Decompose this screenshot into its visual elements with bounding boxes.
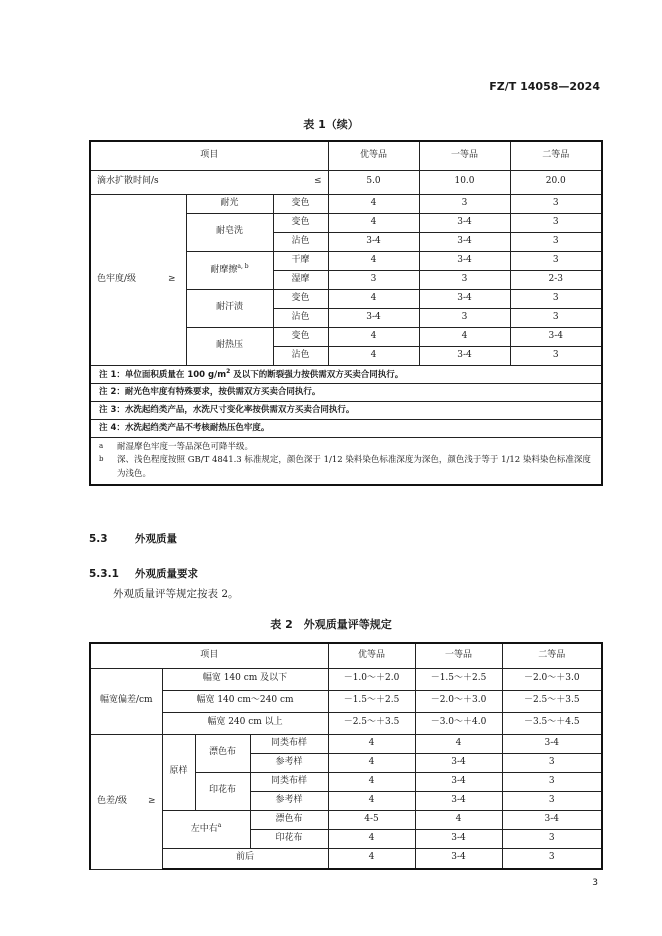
lmr-label-cell (162, 810, 250, 848)
sub-name: 幅宽 140 cm 及以下 (162, 668, 328, 690)
footnotes (90, 437, 602, 485)
value-cell: 3 (510, 194, 602, 213)
sub-name: 参考样 (250, 753, 328, 772)
value-cell: 4 (328, 848, 415, 869)
value-cell: 3 (502, 829, 602, 848)
section-5-3-1-heading (89, 566, 198, 581)
section-title: 外观质量 (135, 533, 177, 545)
footnote-row (90, 437, 602, 485)
table2-caption: 表 2 外观质量评等规定 (270, 618, 392, 631)
value-cell: 4 (328, 772, 415, 791)
sub-name: 幅宽 140 cm～240 cm (162, 690, 328, 712)
color-fastness-label: 色牢度/级 (97, 273, 137, 284)
table1-header-grade: 一等品 (419, 141, 510, 170)
sub-name: 变色 (273, 289, 328, 308)
value-cell: 4 (328, 213, 419, 232)
table2-header-grade: 优等品 (328, 643, 415, 668)
table-row (90, 848, 602, 869)
value-cell: 3 (502, 772, 602, 791)
value-cell: －3.5～＋4.5 (502, 712, 602, 734)
color-fastness-op: ≥ (167, 273, 176, 284)
drip-label: 滴水扩散时间/s (97, 176, 159, 187)
value-cell: －2.0～＋3.0 (415, 690, 502, 712)
table2-header-grade: 二等品 (502, 643, 602, 668)
value-cell: 3-4 (510, 327, 602, 346)
table1-caption: 表 1（续） (303, 118, 359, 131)
footnote-mark: a (99, 441, 104, 450)
table2-header-grade: 一等品 (415, 643, 502, 668)
footnote-mark: b (99, 455, 104, 464)
table-row (90, 690, 602, 712)
table1-header-grade: 优等品 (328, 141, 419, 170)
group-name: 耐皂洗 (186, 213, 273, 251)
color-diff-label: 色差/级 (97, 795, 128, 806)
value-cell: 2-3 (510, 270, 602, 289)
value-cell: 3-4 (419, 251, 510, 270)
sub-name: 湿摩 (273, 270, 328, 289)
note-1-suffix: 及以下的断裂强力按供需双方买卖合同执行。 (230, 369, 404, 380)
note-4: 注 4：水洗起绉类产品不考核耐热压色牢度。 (90, 419, 602, 437)
table-row (90, 194, 602, 213)
section-5-3-heading (89, 531, 177, 546)
value-cell: 3 (510, 232, 602, 251)
note-2: 注 2：耐光色牢度有特殊要求，按供需双方买卖合同执行。 (90, 383, 602, 401)
section-number: 5.3 (89, 533, 108, 545)
original-label: 原样 (162, 734, 195, 810)
value-cell: 4 (328, 791, 415, 810)
drip-op: ≤ (313, 176, 322, 187)
section-title: 外观质量要求 (135, 568, 198, 580)
footnote-text: 耐湿摩色牢度一等品深色可降半级。 (117, 441, 254, 452)
value-cell: 4 (328, 289, 419, 308)
group-name: 漂色布 (195, 734, 250, 772)
value-cell: 20.0 (510, 170, 602, 194)
table1-drip-row (90, 170, 602, 194)
table-row (90, 734, 602, 753)
note-row (90, 419, 602, 437)
sub-name: 参考样 (250, 791, 328, 810)
standard-code: FZ/T 14058—2024 (489, 80, 600, 93)
value-cell: 3-4 (415, 772, 502, 791)
value-cell: 4 (328, 734, 415, 753)
value-cell: －2.5～＋3.5 (502, 690, 602, 712)
value-cell: 3-4 (419, 346, 510, 365)
value-cell: 4-5 (328, 810, 415, 829)
value-cell: 3-4 (502, 810, 602, 829)
table2-header-row (90, 643, 602, 668)
value-cell: 3-4 (328, 232, 419, 251)
value-cell: 3 (510, 213, 602, 232)
table1-header-item: 项目 (90, 141, 328, 170)
value-cell: 4 (415, 810, 502, 829)
value-cell: －1.5～＋2.5 (415, 668, 502, 690)
front-back-label: 前后 (162, 848, 328, 869)
group-sup: a, b (237, 263, 249, 271)
value-cell: 4 (328, 194, 419, 213)
footnote-a (99, 441, 593, 455)
value-cell: －2.5～＋3.5 (328, 712, 415, 734)
table-row (90, 668, 602, 690)
note-3: 注 3：水洗起绉类产品，水洗尺寸变化率按供需双方买卖合同执行。 (90, 401, 602, 419)
value-cell: 3-4 (415, 791, 502, 810)
lmr-label: 左中右 (190, 824, 218, 835)
value-cell: －3.0～＋4.0 (415, 712, 502, 734)
note-1 (90, 365, 602, 383)
value-cell: 4 (328, 251, 419, 270)
value-cell: 3 (502, 848, 602, 869)
value-cell: －1.5～＋2.5 (328, 690, 415, 712)
value-cell: 3 (502, 753, 602, 772)
value-cell: 4 (328, 829, 415, 848)
lmr-sup: a (217, 822, 222, 830)
sub-name: 沾色 (273, 308, 328, 327)
value-cell: 3 (510, 289, 602, 308)
value-cell: 3-4 (419, 232, 510, 251)
value-cell: 3-4 (419, 213, 510, 232)
table1 (89, 140, 603, 486)
table-row (90, 810, 602, 829)
sub-name: 幅宽 240 cm 以上 (162, 712, 328, 734)
value-cell: 3-4 (502, 734, 602, 753)
sub-name: 印花布 (250, 829, 328, 848)
sub-name: 变色 (273, 327, 328, 346)
value-cell: 4 (415, 734, 502, 753)
value-cell: 3 (510, 251, 602, 270)
footnote-text: 深、浅色程度按照 GB/T 4841.3 标准规定，颜色深于 1/12 染料染色标准深度为深色，颜色浅于等于 1/12 染料染色标准深度为浅色。 (117, 455, 591, 479)
value-cell: 3 (419, 270, 510, 289)
value-cell: －2.0～＋3.0 (502, 668, 602, 690)
color-diff-label-cell (90, 734, 162, 869)
group-name: 耐摩擦 (210, 265, 238, 276)
note-1-prefix: 注 1：单位面积质量在 100 g/m (99, 369, 227, 380)
value-cell: 3-4 (415, 829, 502, 848)
value-cell: 4 (419, 327, 510, 346)
group-name: 耐光 (186, 194, 273, 213)
value-cell: 4 (328, 753, 415, 772)
group-name-cell (186, 251, 273, 289)
table2-header-item: 项目 (90, 643, 328, 668)
table1-header-row (90, 141, 602, 170)
value-cell: 3 (419, 194, 510, 213)
sub-name: 沾色 (273, 346, 328, 365)
width-deviation-label: 幅宽偏差/cm (90, 668, 162, 734)
note-row (90, 365, 602, 383)
value-cell: 3 (419, 308, 510, 327)
sub-name: 沾色 (273, 232, 328, 251)
value-cell: 3-4 (419, 289, 510, 308)
body-paragraph: 外观质量评等规定按表 2。 (113, 588, 239, 600)
table1-header-grade: 二等品 (510, 141, 602, 170)
sub-name: 同类布样 (250, 772, 328, 791)
table2 (89, 642, 603, 870)
value-cell: －1.0～＋2.0 (328, 668, 415, 690)
value-cell: 3 (510, 308, 602, 327)
note-1-sup: 2 (226, 367, 231, 375)
sub-name: 干摩 (273, 251, 328, 270)
value-cell: 10.0 (419, 170, 510, 194)
note-row (90, 401, 602, 419)
group-name: 耐汗渍 (186, 289, 273, 327)
color-diff-op: ≥ (147, 795, 156, 806)
value-cell: 3-4 (328, 308, 419, 327)
value-cell: 4 (328, 346, 419, 365)
page-number: 3 (592, 878, 598, 888)
color-fastness-label-cell (90, 194, 186, 365)
value-cell: 5.0 (328, 170, 419, 194)
value-cell: 3 (502, 791, 602, 810)
value-cell: 4 (328, 327, 419, 346)
group-name: 耐热压 (186, 327, 273, 365)
drip-label-cell (90, 170, 328, 194)
sub-name: 同类布样 (250, 734, 328, 753)
value-cell: 3 (510, 346, 602, 365)
value-cell: 3-4 (415, 753, 502, 772)
sub-name: 变色 (273, 213, 328, 232)
section-number: 5.3.1 (89, 568, 119, 580)
sub-name: 变色 (273, 194, 328, 213)
note-row (90, 383, 602, 401)
value-cell: 3 (328, 270, 419, 289)
sub-name: 漂色布 (250, 810, 328, 829)
group-name: 印花布 (195, 772, 250, 810)
value-cell: 3-4 (415, 848, 502, 869)
footnote-b (99, 454, 593, 481)
table-row (90, 712, 602, 734)
